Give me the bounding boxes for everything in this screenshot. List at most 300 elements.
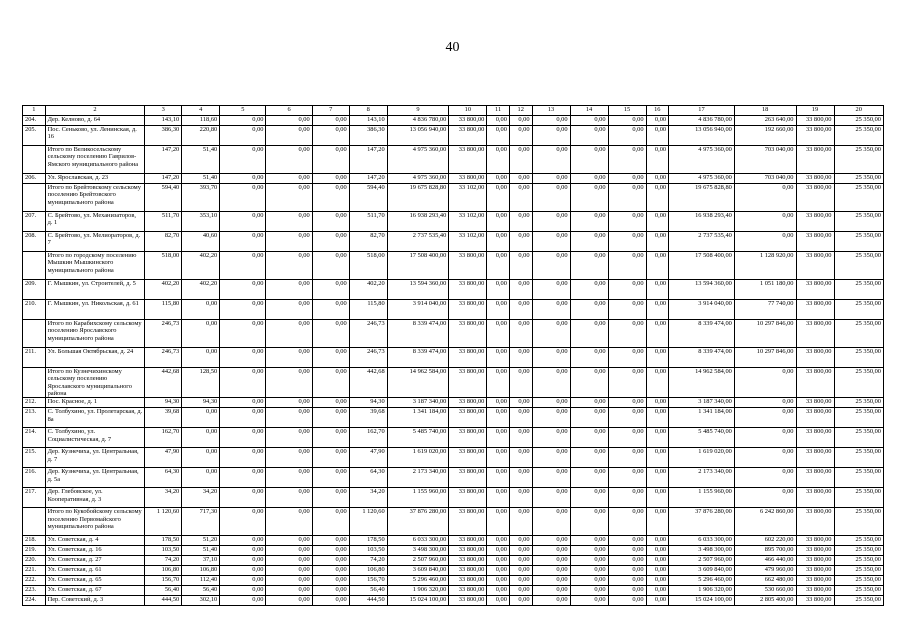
column-header: 20	[834, 106, 884, 116]
value-cell: 220,80	[182, 126, 220, 146]
value-cell: 0,00	[570, 408, 608, 428]
value-cell: 8 339 474,00	[387, 320, 449, 348]
value-cell: 0,00	[646, 576, 669, 586]
value-cell: 34,20	[145, 488, 182, 508]
value-cell: 0,00	[220, 146, 266, 174]
value-cell: 0,00	[734, 408, 796, 428]
value-cell: 33 800,00	[796, 368, 834, 398]
value-cell: 602 220,00	[734, 536, 796, 546]
value-cell: 0,00	[266, 536, 312, 546]
row-number: 215.	[23, 448, 46, 468]
value-cell: 0,00	[608, 232, 646, 252]
address-cell: Итого по Кукобойскому сельскому поселению Первомайского муниципального района	[45, 508, 145, 536]
address-cell: С. Толбухино, ул. Пролетарская, д. 8а	[45, 408, 145, 428]
value-cell: 0,00	[312, 468, 349, 488]
address-cell: Ул. Советская, д. 16	[45, 546, 145, 556]
value-cell: 0,00	[182, 468, 220, 488]
column-header: 14	[570, 106, 608, 116]
value-cell: 402,20	[349, 280, 387, 300]
value-cell: 0,00	[220, 536, 266, 546]
value-cell: 0,00	[608, 546, 646, 556]
value-cell: 0,00	[570, 146, 608, 174]
table-row	[23, 596, 884, 606]
row-number: 206.	[23, 174, 46, 184]
value-cell: 33 800,00	[796, 212, 834, 232]
address-cell: Итого по Кузнечихинскому сельскому поселению Ярославского муниципального района	[45, 368, 145, 398]
value-cell: 25 350,00	[834, 586, 884, 596]
value-cell: 106,80	[349, 566, 387, 576]
value-cell: 25 350,00	[834, 536, 884, 546]
value-cell: 25 350,00	[834, 488, 884, 508]
value-cell: 33 800,00	[449, 368, 487, 398]
value-cell: 25 350,00	[834, 566, 884, 576]
value-cell: 0,00	[220, 586, 266, 596]
value-cell: 0,00	[532, 448, 570, 468]
value-cell: 5 485 740,00	[387, 428, 449, 448]
value-cell: 33 800,00	[449, 448, 487, 468]
value-cell: 0,00	[266, 300, 312, 320]
table-row	[23, 126, 884, 146]
value-cell: 246,73	[349, 348, 387, 368]
address-cell: Пер. Советский, д. 3	[45, 596, 145, 606]
value-cell: 0,00	[608, 300, 646, 320]
table-row	[23, 488, 884, 508]
value-cell: 0,00	[734, 184, 796, 212]
value-cell: 0,00	[220, 398, 266, 408]
value-cell: 2 507 960,00	[669, 556, 735, 566]
value-cell: 15 024 100,00	[669, 596, 735, 606]
value-cell: 0,00	[509, 428, 532, 448]
value-cell: 0,00	[734, 232, 796, 252]
address-cell: Дер. Кузнечиха, ул. Центральная, д. 5а	[45, 468, 145, 488]
value-cell: 0,00	[608, 146, 646, 174]
value-cell: 0,00	[487, 116, 510, 126]
value-cell: 25 350,00	[834, 126, 884, 146]
value-cell: 0,00	[646, 320, 669, 348]
value-cell: 33 800,00	[449, 408, 487, 428]
value-cell: 0,00	[487, 320, 510, 348]
subtotal-row	[23, 320, 884, 348]
value-cell: 0,00	[312, 320, 349, 348]
value-cell: 0,00	[509, 576, 532, 586]
value-cell: 0,00	[646, 546, 669, 556]
value-cell: 0,00	[182, 320, 220, 348]
value-cell: 6 033 300,00	[669, 536, 735, 546]
value-cell: 143,10	[349, 116, 387, 126]
value-cell: 33 800,00	[449, 586, 487, 596]
value-cell: 33 800,00	[796, 408, 834, 428]
address-cell: Дер. Кузнечиха, ул. Центральная, д. 7	[45, 448, 145, 468]
value-cell: 0,00	[487, 536, 510, 546]
value-cell: 4 836 780,00	[669, 116, 735, 126]
subtotal-row	[23, 184, 884, 212]
value-cell: 33 102,00	[449, 232, 487, 252]
value-cell: 8 339 474,00	[669, 348, 735, 368]
value-cell: 0,00	[734, 212, 796, 232]
value-cell: 2 173 340,00	[387, 468, 449, 488]
address-cell: Итого по Великосельскому сельскому поселению Гаврилов-Ямского муниципального района	[45, 146, 145, 174]
value-cell: 0,00	[487, 448, 510, 468]
row-number: 222.	[23, 576, 46, 586]
value-cell: 0,00	[266, 408, 312, 428]
value-cell: 33 800,00	[796, 280, 834, 300]
value-cell: 3 187 340,00	[669, 398, 735, 408]
row-number	[23, 320, 46, 348]
value-cell: 0,00	[487, 348, 510, 368]
value-cell: 33 800,00	[449, 126, 487, 146]
value-cell: 0,00	[532, 368, 570, 398]
value-cell: 17 508 400,00	[669, 252, 735, 280]
value-cell: 0,00	[266, 232, 312, 252]
value-cell: 0,00	[312, 408, 349, 428]
value-cell: 33 800,00	[796, 488, 834, 508]
value-cell: 94,30	[182, 398, 220, 408]
address-cell: Г. Мышкин, ул. Строителей, д. 5	[45, 280, 145, 300]
value-cell: 74,20	[349, 556, 387, 566]
value-cell: 115,80	[349, 300, 387, 320]
value-cell: 0,00	[266, 398, 312, 408]
value-cell: 0,00	[312, 212, 349, 232]
value-cell: 64,30	[349, 468, 387, 488]
value-cell: 103,50	[349, 546, 387, 556]
value-cell: 0,00	[487, 566, 510, 576]
table-row	[23, 586, 884, 596]
value-cell: 0,00	[312, 596, 349, 606]
value-cell: 3 609 840,00	[669, 566, 735, 576]
value-cell: 33 800,00	[796, 586, 834, 596]
value-cell: 246,73	[145, 320, 182, 348]
value-cell: 0,00	[532, 320, 570, 348]
value-cell: 518,00	[349, 252, 387, 280]
value-cell: 51,20	[182, 536, 220, 546]
value-cell: 0,00	[646, 348, 669, 368]
row-number: 216.	[23, 468, 46, 488]
value-cell: 0,00	[266, 488, 312, 508]
value-cell: 0,00	[570, 252, 608, 280]
value-cell: 0,00	[266, 320, 312, 348]
value-cell: 33 800,00	[449, 174, 487, 184]
value-cell: 0,00	[509, 488, 532, 508]
value-cell: 0,00	[608, 488, 646, 508]
value-cell: 33 102,00	[449, 184, 487, 212]
address-cell: Итого по Карабихскому сельскому поселению Ярославского муниципального района	[45, 320, 145, 348]
value-cell: 33 800,00	[449, 398, 487, 408]
value-cell: 0,00	[487, 300, 510, 320]
value-cell: 25 350,00	[834, 468, 884, 488]
value-cell: 0,00	[570, 448, 608, 468]
column-header: 16	[646, 106, 669, 116]
value-cell: 0,00	[608, 174, 646, 184]
value-cell: 0,00	[509, 408, 532, 428]
value-cell: 33 800,00	[449, 536, 487, 546]
value-cell: 0,00	[570, 280, 608, 300]
value-cell: 0,00	[266, 146, 312, 174]
value-cell: 8 339 474,00	[669, 320, 735, 348]
value-cell: 0,00	[532, 468, 570, 488]
value-cell: 147,20	[349, 146, 387, 174]
address-cell: Ул. Советская, д. 4	[45, 536, 145, 546]
value-cell: 13 056 940,00	[387, 126, 449, 146]
value-cell: 386,30	[349, 126, 387, 146]
address-cell: Итого по Брейтовскому сельскому поселению Брейтовского муниципального района	[45, 184, 145, 212]
value-cell: 0,00	[509, 468, 532, 488]
value-cell: 0,00	[646, 232, 669, 252]
value-cell: 25 350,00	[834, 398, 884, 408]
value-cell: 115,80	[145, 300, 182, 320]
value-cell: 0,00	[509, 280, 532, 300]
value-cell: 0,00	[266, 252, 312, 280]
subtotal-row	[23, 146, 884, 174]
value-cell: 0,00	[266, 546, 312, 556]
value-cell: 0,00	[182, 448, 220, 468]
value-cell: 33 800,00	[796, 556, 834, 566]
value-cell: 47,90	[145, 448, 182, 468]
value-cell: 77 740,00	[734, 300, 796, 320]
value-cell: 19 675 828,80	[387, 184, 449, 212]
value-cell: 0,00	[266, 348, 312, 368]
value-cell: 511,70	[145, 212, 182, 232]
row-number: 211.	[23, 348, 46, 368]
value-cell: 0,00	[570, 566, 608, 576]
value-cell: 0,00	[509, 116, 532, 126]
column-header: 11	[487, 106, 510, 116]
table-row	[23, 300, 884, 320]
value-cell: 0,00	[570, 508, 608, 536]
value-cell: 14 962 584,00	[387, 368, 449, 398]
row-number	[23, 146, 46, 174]
value-cell: 0,00	[532, 174, 570, 184]
table-row	[23, 280, 884, 300]
value-cell: 895 700,00	[734, 546, 796, 556]
value-cell: 0,00	[532, 398, 570, 408]
value-cell: 263 640,00	[734, 116, 796, 126]
table-row	[23, 556, 884, 566]
value-cell: 19 675 828,80	[669, 184, 735, 212]
value-cell: 0,00	[532, 408, 570, 428]
value-cell: 6 033 300,00	[387, 536, 449, 546]
value-cell: 33 800,00	[796, 596, 834, 606]
address-cell: Ул. Большая Октябрьская, д. 24	[45, 348, 145, 368]
value-cell: 34,20	[182, 488, 220, 508]
value-cell: 466 440,00	[734, 556, 796, 566]
value-cell: 0,00	[570, 488, 608, 508]
row-number: 213.	[23, 408, 46, 428]
value-cell: 94,30	[349, 398, 387, 408]
value-cell: 0,00	[608, 408, 646, 428]
value-cell: 94,30	[145, 398, 182, 408]
value-cell: 82,70	[349, 232, 387, 252]
value-cell: 33 800,00	[449, 320, 487, 348]
value-cell: 0,00	[487, 428, 510, 448]
value-cell: 0,00	[570, 174, 608, 184]
value-cell: 4 975 360,00	[669, 146, 735, 174]
value-cell: 0,00	[646, 536, 669, 546]
value-cell: 0,00	[509, 126, 532, 146]
value-cell: 0,00	[266, 280, 312, 300]
value-cell: 0,00	[220, 408, 266, 428]
value-cell: 0,00	[734, 398, 796, 408]
value-cell: 0,00	[570, 212, 608, 232]
row-number	[23, 252, 46, 280]
value-cell: 0,00	[570, 320, 608, 348]
value-cell: 0,00	[220, 252, 266, 280]
value-cell: 0,00	[532, 126, 570, 146]
value-cell: 64,30	[145, 468, 182, 488]
value-cell: 147,20	[145, 174, 182, 184]
value-cell: 0,00	[646, 586, 669, 596]
value-cell: 302,10	[182, 596, 220, 606]
value-cell: 147,20	[145, 146, 182, 174]
value-cell: 0,00	[312, 556, 349, 566]
value-cell: 33 800,00	[449, 146, 487, 174]
value-cell: 37 876 280,00	[669, 508, 735, 536]
address-cell: С. Толбухино, ул. Социалистическая, д. 7	[45, 428, 145, 448]
row-number	[23, 184, 46, 212]
value-cell: 0,00	[570, 468, 608, 488]
value-cell: 16 938 293,40	[387, 212, 449, 232]
value-cell: 0,00	[182, 348, 220, 368]
value-cell: 0,00	[532, 300, 570, 320]
column-header: 4	[182, 106, 220, 116]
address-cell: Ул. Советская, д. 61	[45, 566, 145, 576]
value-cell: 156,70	[349, 576, 387, 586]
value-cell: 33 800,00	[796, 448, 834, 468]
value-cell: 442,68	[349, 368, 387, 398]
value-cell: 33 800,00	[796, 348, 834, 368]
value-cell: 393,70	[182, 184, 220, 212]
value-cell: 0,00	[532, 428, 570, 448]
row-number: 224.	[23, 596, 46, 606]
value-cell: 0,00	[312, 368, 349, 398]
value-cell: 0,00	[608, 348, 646, 368]
value-cell: 0,00	[220, 428, 266, 448]
value-cell: 0,00	[646, 488, 669, 508]
value-cell: 162,70	[145, 428, 182, 448]
row-number: 214.	[23, 428, 46, 448]
value-cell: 0,00	[608, 448, 646, 468]
value-cell: 33 800,00	[449, 488, 487, 508]
value-cell: 25 350,00	[834, 508, 884, 536]
value-cell: 6 242 860,00	[734, 508, 796, 536]
value-cell: 0,00	[220, 508, 266, 536]
value-cell: 0,00	[220, 212, 266, 232]
value-cell: 147,20	[349, 174, 387, 184]
column-header: 7	[312, 106, 349, 116]
value-cell: 0,00	[646, 596, 669, 606]
value-cell: 1 128 920,00	[734, 252, 796, 280]
column-header: 6	[266, 106, 312, 116]
value-cell: 2 737 535,40	[669, 232, 735, 252]
value-cell: 0,00	[646, 212, 669, 232]
value-cell: 703 040,00	[734, 146, 796, 174]
value-cell: 33 800,00	[449, 576, 487, 586]
value-cell: 0,00	[608, 536, 646, 546]
value-cell: 0,00	[220, 184, 266, 212]
value-cell: 0,00	[312, 280, 349, 300]
value-cell: 33 800,00	[449, 546, 487, 556]
value-cell: 33 800,00	[796, 428, 834, 448]
value-cell: 511,70	[349, 212, 387, 232]
value-cell: 4 975 360,00	[387, 146, 449, 174]
value-cell: 13 594 360,00	[387, 280, 449, 300]
value-cell: 0,00	[734, 468, 796, 488]
value-cell: 192 660,00	[734, 126, 796, 146]
value-cell: 51,40	[182, 546, 220, 556]
value-cell: 106,80	[145, 566, 182, 576]
value-cell: 1 906 320,00	[387, 586, 449, 596]
value-cell: 3 498 300,00	[387, 546, 449, 556]
value-cell: 25 350,00	[834, 348, 884, 368]
value-cell: 0,00	[509, 320, 532, 348]
value-cell: 518,00	[145, 252, 182, 280]
value-cell: 3 914 040,00	[669, 300, 735, 320]
subtotal-row	[23, 252, 884, 280]
value-cell: 33 800,00	[796, 184, 834, 212]
value-cell: 0,00	[532, 280, 570, 300]
table-row	[23, 428, 884, 448]
value-cell: 47,90	[349, 448, 387, 468]
value-cell: 33 800,00	[449, 566, 487, 576]
value-cell: 0,00	[532, 536, 570, 546]
value-cell: 0,00	[646, 116, 669, 126]
value-cell: 25 350,00	[834, 146, 884, 174]
value-cell: 39,68	[349, 408, 387, 428]
row-number: 217.	[23, 488, 46, 508]
row-number: 221.	[23, 566, 46, 576]
value-cell: 0,00	[266, 556, 312, 566]
value-cell: 0,00	[570, 300, 608, 320]
value-cell: 0,00	[312, 398, 349, 408]
value-cell: 0,00	[509, 368, 532, 398]
value-cell: 0,00	[646, 566, 669, 576]
value-cell: 25 350,00	[834, 280, 884, 300]
value-cell: 0,00	[570, 184, 608, 212]
value-cell: 0,00	[509, 174, 532, 184]
value-cell: 1 341 184,00	[387, 408, 449, 428]
value-cell: 246,73	[349, 320, 387, 348]
value-cell: 0,00	[532, 348, 570, 368]
value-cell: 0,00	[509, 556, 532, 566]
value-cell: 112,40	[182, 576, 220, 586]
value-cell: 0,00	[608, 116, 646, 126]
value-cell: 128,50	[182, 368, 220, 398]
value-cell: 0,00	[570, 368, 608, 398]
value-cell: 0,00	[220, 546, 266, 556]
value-cell: 33 800,00	[449, 252, 487, 280]
value-cell: 0,00	[220, 556, 266, 566]
value-cell: 0,00	[532, 252, 570, 280]
value-cell: 0,00	[312, 536, 349, 546]
value-cell: 1 051 180,00	[734, 280, 796, 300]
value-cell: 0,00	[266, 116, 312, 126]
value-cell: 444,50	[349, 596, 387, 606]
row-number: 204.	[23, 116, 46, 126]
value-cell: 3 498 300,00	[669, 546, 735, 556]
value-cell: 0,00	[487, 576, 510, 586]
value-cell: 0,00	[266, 468, 312, 488]
value-cell: 0,00	[266, 566, 312, 576]
value-cell: 0,00	[220, 468, 266, 488]
value-cell: 0,00	[570, 428, 608, 448]
value-cell: 0,00	[570, 586, 608, 596]
value-cell: 0,00	[266, 368, 312, 398]
value-cell: 402,20	[182, 252, 220, 280]
value-cell: 0,00	[509, 596, 532, 606]
column-header: 9	[387, 106, 449, 116]
table-row	[23, 576, 884, 586]
row-number: 218.	[23, 536, 46, 546]
value-cell: 178,50	[145, 536, 182, 546]
